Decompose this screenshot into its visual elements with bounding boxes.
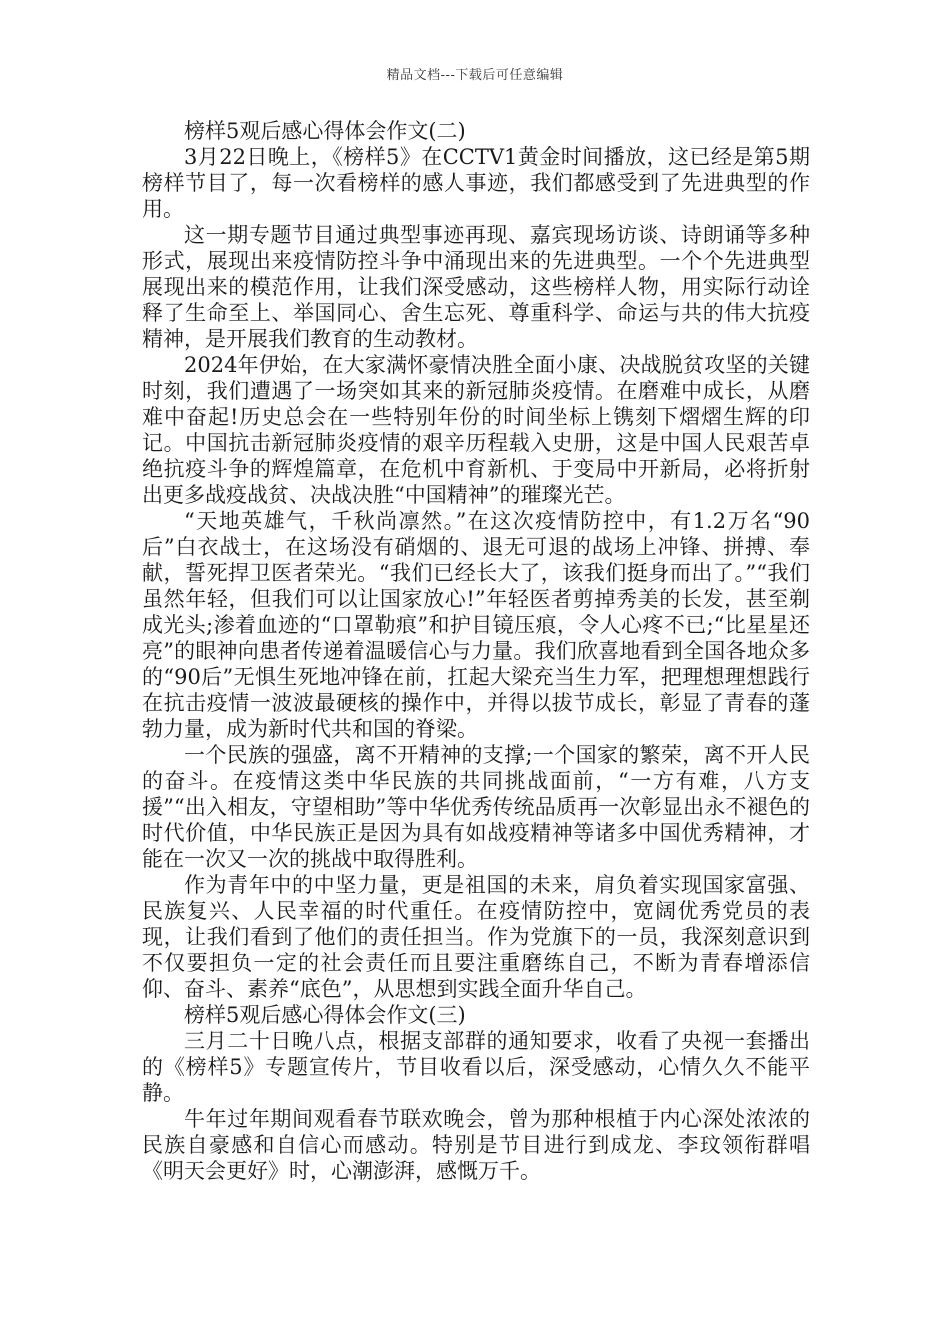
section-2-title: 榜样5观后感心得体会作文(二) — [184, 119, 466, 143]
section-3-paragraph-1: 三月二十日晚八点，根据支部群的通知要求，收看了央视一套播出的《榜样5》专题宣传片，节目收看以后，深受感动，心情久久不能平静。 — [142, 1029, 810, 1105]
section-2-paragraph-3: 2024年伊始，在大家满怀豪情决胜全面小康、决战脱贫攻坚的关键时刻，我们遭遇了一场突如其来的新冠肺炎疫情。在磨难中成长，从磨难中奋起!历史总会在一些特别年份的时间坐标上镌刻下熠熠生辉的印记。中国抗击新冠肺炎疫情的艰辛历程载入史册，这是中国人民艰苦卓绝抗疫斗争的辉煌篇章，在危机中育新机、于变局中开新局，必将折射出更多战疫战贫、决战决胜“中国精神”的璀璨光芒。 — [142, 353, 810, 507]
section-3-paragraph-2: 牛年过年期间观看春节联欢晚会，曾为那种根植于内心深处浓浓的民族自豪感和自信心而感动。特别是节目进行到成龙、李玟领衔群唱《明天会更好》时，心潮澎湃，感慨万千。 — [142, 1107, 810, 1183]
section-2-paragraph-2: 这一期专题节目通过典型事迹再现、嘉宾现场访谈、诗朗诵等多种形式，展现出来疫情防控斗争中涌现出来的先进典型。一个个先进典型展现出来的模范作用，让我们深受感动，这些榜样人物，用实际行动诠释了生命至上、举国同心、舍生忘死、尊重科学、命运与共的伟大抗疫精神，是开展我们教育的生动教材。 — [142, 223, 810, 351]
page-header: 精品文档---下载后可任意编辑 — [386, 68, 564, 83]
section-2-paragraph-6: 作为青年中的中坚力量，更是祖国的未来，肩负着实现国家富强、民族复兴、人民幸福的时代重任。在疫情防控中，宽阔优秀党员的表现，让我们看到了他们的责任担当。作为党旗下的一员，我深刻意识到不仅要担负一定的社会责任而且要注重磨练自己，不断为青春增添信仰、奋斗、素养“底色”，从思想到实践全面升华自己。 — [142, 873, 810, 1001]
section-2-paragraph-4: “天地英雄气，千秋尚凛然。”在这次疫情防控中，有1.2万名“90后”白衣战士，在这场没有硝烟的、退无可退的战场上冲锋、拼搏、奉献，誓死捍卫医者荣光。“我们已经长大了，该我们挺身而出了。”“我们虽然年轻，但我们可以让国家放心!”年轻医者剪掉秀美的长发，甚至剃成光头;渗着血迹的“口罩勒痕”和护目镜压痕，令人心疼不已;“比星星还亮”的眼神向患者传递着温暖信心与力量。我们欣喜地看到全国各地众多的“90后”无惧生死地冲锋在前，扛起大梁充当生力军，把理想理想践行在抗击疫情一波波最硬核的操作中，并得以拔节成长，彰显了青春的蓬勃力量，成为新时代共和国的脊梁。 — [142, 509, 810, 741]
section-3-title: 榜样5观后感心得体会作文(三) — [184, 1003, 466, 1027]
section-2-paragraph-1: 3月22日晚上，《榜样5》在CCTV1黄金时间播放，这已经是第5期榜样节目了，每一次看榜样的感人事迹，我们都感受到了先进典型的作用。 — [142, 145, 810, 221]
section-2-paragraph-5: 一个民族的强盛，离不开精神的支撑;一个国家的繁荣，离不开人民的奋斗。在疫情这类中华民族的共同挑战面前，“一方有难，八方支援”“出入相友，守望相助”等中华优秀传统品质再一次彰显出永不褪色的时代价值，中华民族正是因为具有如战疫精神等诸多中国优秀精神，才能在一次又一次的挑战中取得胜利。 — [142, 743, 810, 871]
document-body — [142, 118, 810, 1184]
